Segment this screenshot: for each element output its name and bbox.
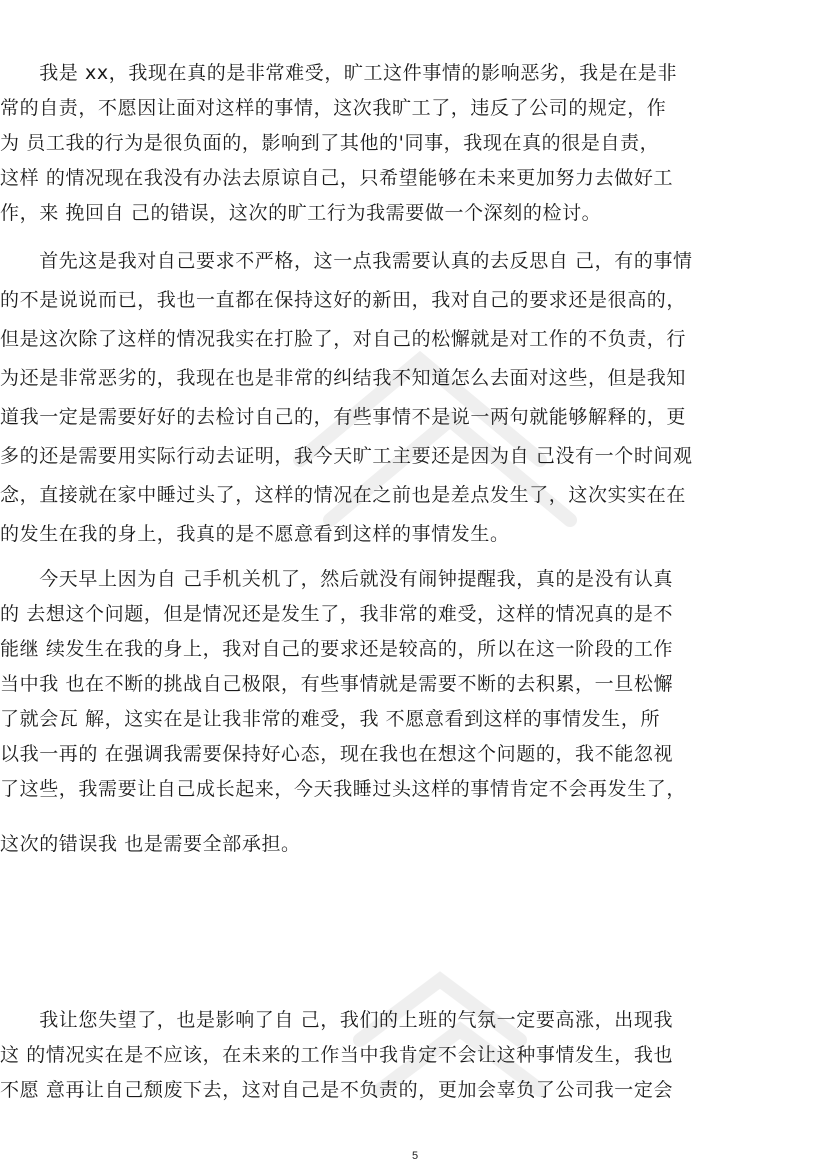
- text-line: 作，来 挽回自 己的错误，这次的旷工行为我需要做一个深刻的检讨。: [0, 202, 602, 224]
- text-line: 今天早上因为自 己手机关机了，然后就没有闹钟提醒我，真的是没有认真: [0, 568, 674, 590]
- text-line: 为还是非常恶劣的，我现在也是非常的纠结我不知道怎么去面对这些，但是我知: [0, 367, 687, 389]
- text-line: 我是 xx，我现在真的是非常难受，旷工这件事情的影响恶劣，我是在是非: [0, 62, 678, 84]
- page-number: 5: [411, 1150, 419, 1162]
- text-line: 了这些，我需要让自己成长起来，今天我睡过头这样的事情肯定不会再发生了，: [0, 778, 687, 800]
- text-line: 我让您失望了，也是影响了自 己，我们的上班的气氛一定要高涨，出现我: [0, 1009, 674, 1031]
- text-line: 这 的情况实在是不应该，在未来的工作当中我肯定不会让这种事情发生，我也: [0, 1044, 674, 1066]
- text-line: 了就会瓦 解，这实在是让我非常的难受，我 不愿意看到这样的事情发生，所: [0, 708, 661, 730]
- text-line: 的发生在我的身上，我真的是不愿意看到这样的事情发生。: [0, 523, 510, 545]
- text-line: 常的自责，不愿因让面对这样的事情，这次我旷工了，违反了公司的规定，作: [0, 97, 667, 119]
- text-line: 念，直接就在家中睡过头了，这样的情况在之前也是差点发生了，这次实实在在: [0, 484, 687, 506]
- text-line: 不愿 意再让自己颓废下去，这对自己是不负责的，更加会辜负了公司我一定会: [0, 1079, 674, 1101]
- text-line: 的 去想这个问题，但是情况还是发生了，我非常的难受，这样的情况真的是不: [0, 603, 674, 625]
- text-line: 这次的错误我 也是需要全部承担。: [0, 833, 301, 855]
- text-line: 的不是说说而已，我也一直都在保持这好的新田，我对自己的要求还是很高的，: [0, 289, 687, 311]
- text-line: 但是这次除了这样的情况我实在打脸了，对自己的松懈就是对工作的不负责，行: [0, 328, 687, 350]
- text-line: 多的还是需要用实际行动去证明，我今天旷工主要还是因为自 己没有一个时间观: [0, 445, 693, 467]
- text-line: 道我一定是需要好好的去检讨自己的，有些事情不是说一两句就能够解释的，更: [0, 406, 687, 428]
- text-line: 当中我 也在不断的挑战自己极限，有些事情就是需要不断的去积累，一旦松懈: [0, 673, 674, 695]
- text-line: 以我一再的 在强调我需要保持好心态，现在我也在想这个问题的，我不能忽视: [0, 743, 674, 765]
- text-line: 能继 续发生在我的身上，我对自己的要求还是较高的，所以在这一阶段的工作: [0, 638, 674, 660]
- text-line: 这样 的情况现在我没有办法去原谅自己，只希望能够在未来更加努力去做好工: [0, 167, 674, 189]
- text-line: 首先这是我对自己要求不严格，这一点我需要认真的去反思自 己，有的事情: [0, 250, 693, 272]
- text-line: 为 员工我的行为是很负面的，影响到了其他的'同事，我现在真的很是自责，: [0, 132, 660, 154]
